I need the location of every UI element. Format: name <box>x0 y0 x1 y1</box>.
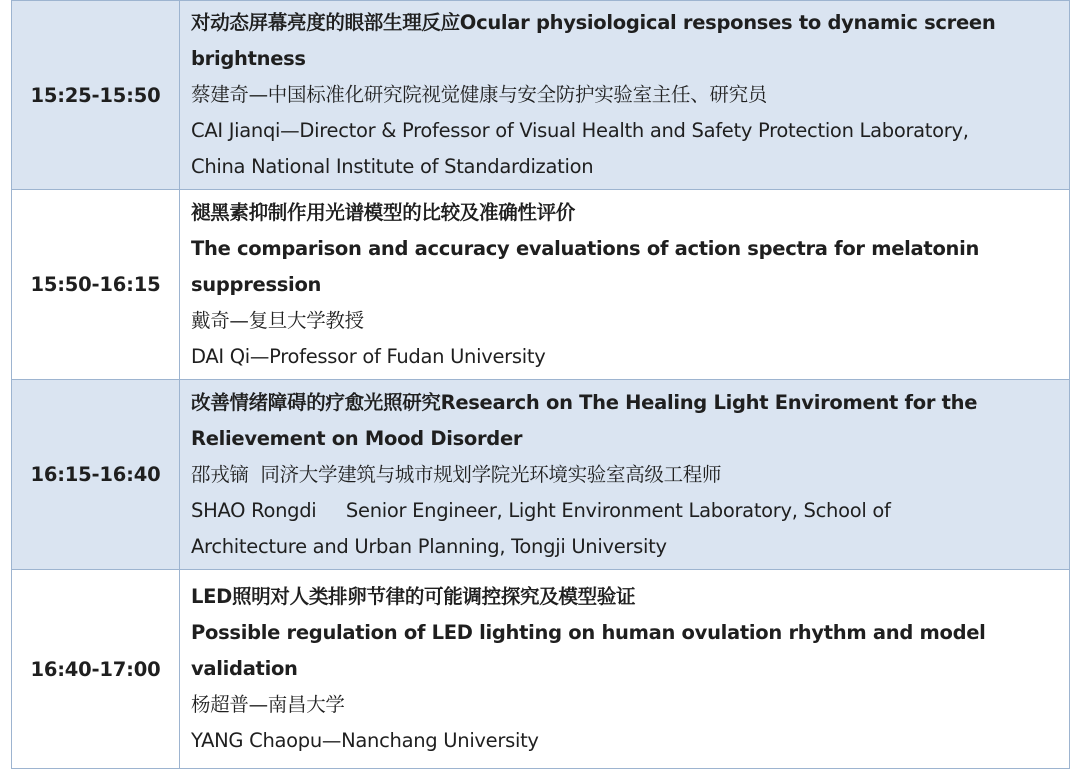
session-content <box>180 1 1070 190</box>
speaker-info-line: DAI Qi—Professor of Fudan University <box>191 344 546 368</box>
session-title-line: suppression <box>191 272 322 296</box>
session-time: 16:15-16:40 <box>12 380 180 570</box>
speaker-info-line: CAI Jianqi—Director & Professor of Visual Health and Safety Protection Laboratory, <box>191 119 969 142</box>
session-row-3 <box>12 380 1070 570</box>
session-title-line: LED照明对人类排卵节律的可能调控探究及模型验证 <box>191 585 636 608</box>
session-row-1 <box>12 1 1070 190</box>
speaker-info-line: YANG Chaopu—Nanchang University <box>191 729 539 752</box>
speaker-info-line: 杨超普—南昌大学 <box>191 693 345 716</box>
schedule-table <box>11 0 1070 769</box>
session-row-2 <box>12 190 1070 380</box>
session-title-line: Possible regulation of LED lighting on human ovulation rhythm and model <box>191 621 986 644</box>
session-title-line: validation <box>191 657 298 680</box>
speaker-info-line: 邵戎镝 同济大学建筑与城市规划学院光环境实验室高级工程师 <box>191 462 722 486</box>
session-time: 15:25-15:50 <box>12 1 180 190</box>
speaker-info-line: Architecture and Urban Planning, Tongji University <box>191 534 667 558</box>
session-title-line: brightness <box>191 47 306 70</box>
speaker-info-line: 蔡建奇—中国标准化研究院视觉健康与安全防护实验室主任、研究员 <box>191 83 768 106</box>
session-time: 15:50-16:15 <box>12 190 180 380</box>
session-title-line: 褪黑素抑制作用光谱模型的比较及准确性评价 <box>191 200 576 224</box>
speaker-info-line: 戴奇—复旦大学教授 <box>191 308 364 332</box>
session-content <box>180 380 1070 570</box>
session-title-line: 对动态屏幕亮度的眼部生理反应Ocular physiological responses to dynamic screen <box>191 11 996 34</box>
session-content <box>180 570 1070 769</box>
session-content <box>180 190 1070 380</box>
session-time: 16:40-17:00 <box>12 570 180 769</box>
session-title-line: 改善情绪障碍的疗愈光照研究Research on The Healing Light Enviroment for the <box>191 390 978 414</box>
speaker-info-line: China National Institute of Standardization <box>191 155 594 178</box>
session-title-line: The comparison and accuracy evaluations of action spectra for melatonin <box>191 236 980 260</box>
session-title-line: Relievement on Mood Disorder <box>191 426 523 450</box>
speaker-info-line: SHAO Rongdi Senior Engineer, Light Environment Laboratory, School of <box>191 498 891 522</box>
session-row-4 <box>12 570 1070 769</box>
